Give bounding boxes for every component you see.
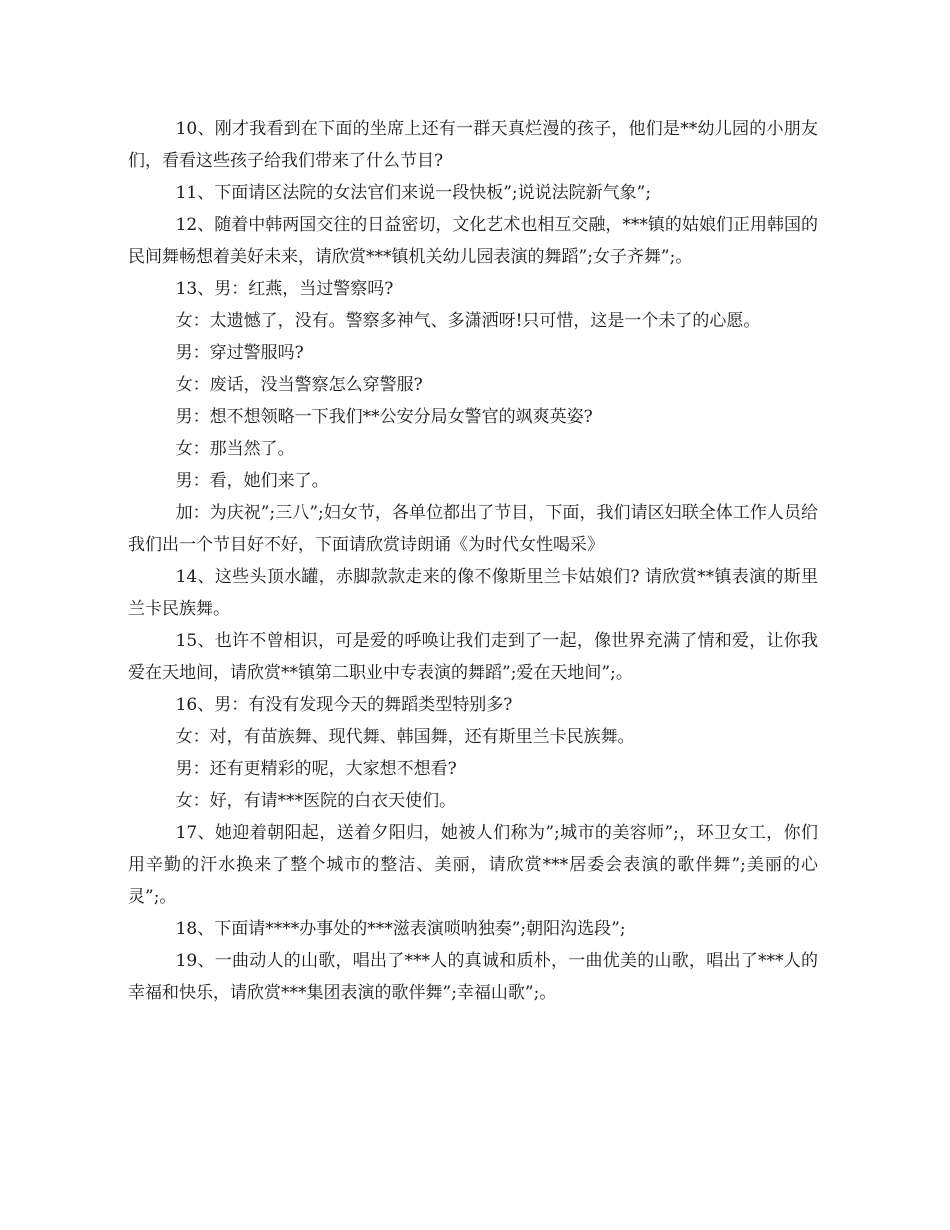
document-body [128, 113, 818, 1009]
paragraph-15: 15、也许不曾相识，可是爱的呼唤让我们走到了一起，像世界充满了情和爱，让你我爱在天地间，请欣赏**镇第二职业中专表演的舞蹈”;爱在天地间”;。 [128, 631, 818, 683]
paragraph-10: 10、刚才我看到在下面的坐席上还有一群天真烂漫的孩子，他们是**幼儿园的小朋友们，看看这些孩子给我们带来了什么节目? [128, 119, 818, 171]
paragraph-14: 14、这些头顶水罐，赤脚款款走来的像不像斯里兰卡姑娘们? 请欣赏**镇表演的斯里兰卡民族舞。 [128, 567, 818, 619]
paragraph-addendum: 加：为庆祝”;三八”;妇女节，各单位都出了节目，下面，我们请区妇联全体工作人员给我们出一个节目好不好，下面请欣赏诗朗诵《为时代女性喝采》 [128, 503, 818, 555]
paragraph-12: 12、随着中韩两国交往的日益密切，文化艺术也相互交融，***镇的姑娘们正用韩国的民间舞畅想着美好未来，请欣赏***镇机关幼儿园表演的舞蹈”;女子齐舞”;。 [128, 215, 818, 267]
paragraph-17: 17、她迎着朝阳起，送着夕阳归，她被人们称为”;城市的美容师”;，环卫女工，你们用辛勤的汗水换来了整个城市的整洁、美丽，请欣赏***居委会表演的歌伴舞”;美丽的心灵”;。 [128, 823, 818, 907]
paragraph-13: 13、男：红燕，当过警察吗? [175, 279, 394, 299]
dialogue-line: 女：太遗憾了，没有。警察多神气、多潇洒呀!只可惜，这是一个未了的心愿。 [175, 311, 761, 331]
paragraph-19: 19、一曲动人的山歌，唱出了***人的真诚和质朴，一曲优美的山歌，唱出了***人的幸福和快乐，请欣赏***集团表演的歌伴舞”;幸福山歌”;。 [128, 951, 818, 1003]
dialogue-line: 女：那当然了。 [175, 439, 295, 459]
paragraph-11: 11、下面请区法院的女法官们来说一段快板”;说说法院新气象”; [175, 183, 652, 203]
paragraph-18: 18、下面请****办事处的***滋表演唢呐独奏”;朝阳沟选段”; [175, 919, 626, 939]
paragraph-16: 16、男：有没有发现今天的舞蹈类型特别多? [175, 695, 513, 715]
dialogue-line: 男：看，她们来了。 [175, 471, 329, 491]
dialogue-line: 男：还有更精彩的呢，大家想不想看? [175, 759, 457, 779]
dialogue-line: 女：好，有请***医院的白衣天使们。 [175, 791, 457, 811]
dialogue-line: 男：穿过警服吗? [175, 343, 304, 363]
dialogue-line: 男：想不想领略一下我们**公安分局女警官的飒爽英姿? [175, 407, 593, 427]
dialogue-line: 女：对，有苗族舞、现代舞、韩国舞，还有斯里兰卡民族舞。 [175, 727, 635, 747]
dialogue-line: 女：废话，没当警察怎么穿警服? [175, 375, 423, 395]
